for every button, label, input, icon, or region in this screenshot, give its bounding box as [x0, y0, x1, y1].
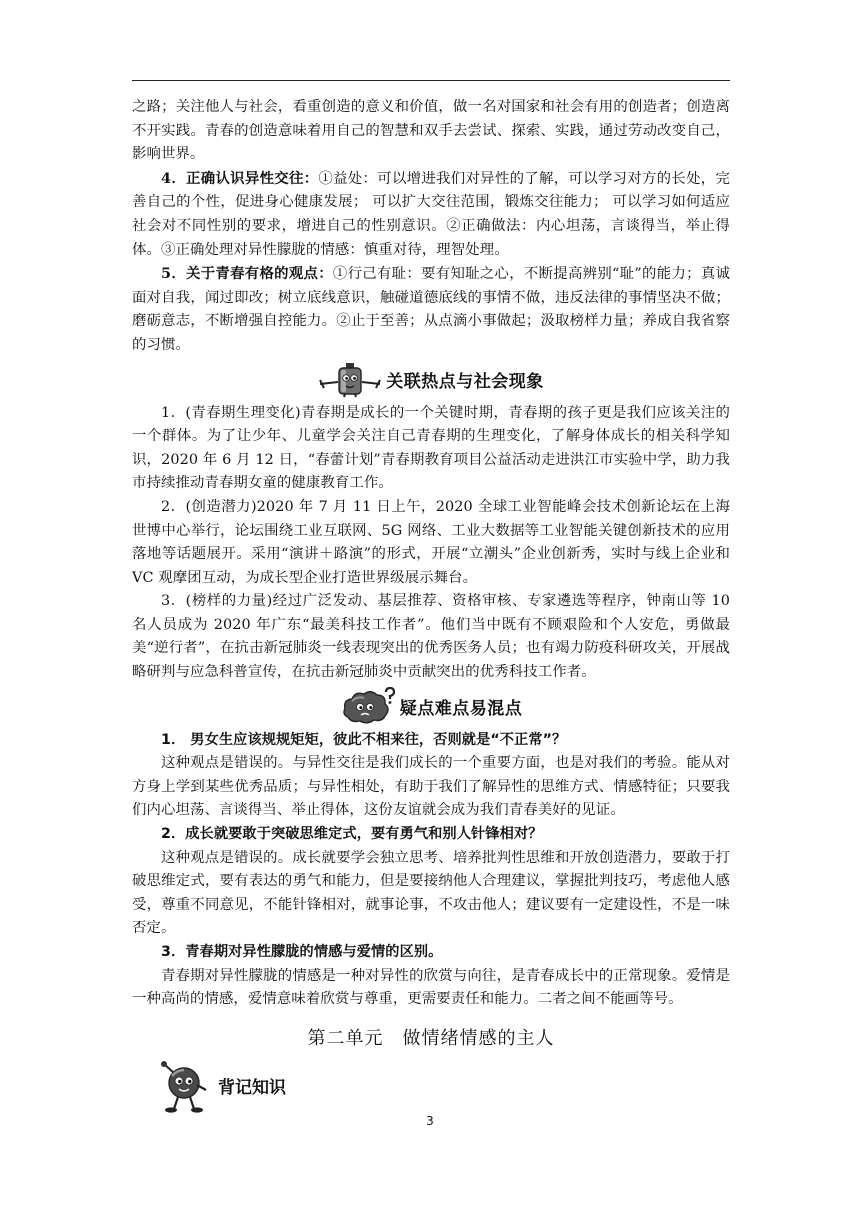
answer-2: 这种观点是错误的。成长就要学会独立思考、培养批判性思维和开放创造潜力，要敢于打破思维定式，要有表达的勇气和能力，但是要接纳他人合理建议，掌握批判技巧，考虑他人感受，尊重不同意见，不能针锋相对，就事论事，不攻击他人；建议要有一定建设性，不是一味否定。: [132, 849, 730, 937]
page-content: [132, 96, 730, 1116]
hot-item-1: 1．(青春期生理变化)青春期是成长的一个关键时期，青春期的孩子更是我们应该关注的一个群体。为了让少年、儿童学会关注自己青春期的生理变化，了解身体成长的相关科学知识，2020 年 6 月 12 日，“春蕾计划”青春期教育项目公益活动走进洪江市实验中学，助力我市持续推动青春期女童的健康教育工作。: [132, 404, 730, 492]
doubt-points-banner: [132, 687, 730, 727]
intro-paragraph: 之路；关注他人与社会，看重创造的意义和价值，做一名对国家和社会有用的创造者；创造离不开实践。青春的创造意味着用自己的智慧和双手去尝试、探索、实践，通过劳动改变自己，影响世界。: [132, 99, 730, 163]
hot-topics-banner: [132, 360, 730, 400]
hot-item-2: 2．(创造潜力)2020 年 7 月 11 日上午，2020 全球工业智能峰会技术创新论坛在上海世博中心举行，论坛围绕工业互联网、5G 网络、工业大数据等工业智能关键创新技术的应用落地等话题展开。采用“演讲＋路演”的形式，开展“立潮头”企业创新秀，实时与线上企业和 VC 观摩团互动，为成长型企业打造世界级展示舞台。: [132, 498, 730, 586]
cloud-question-mascot-icon: [340, 687, 396, 727]
item-4-body: ①益处：可以增进我们对异性的了解，可以学习对方的长处，完善自己的个性，促进身心健康发展； 可以扩大交往范围，锻炼交往能力； 可以学习如何适应社会对不同性别的要求，增进自己的性别意识。②正确做法：内心坦荡，言谈得当，举止得体。③正确处理对异性朦胧的情感：慎重对待，理智处理。: [132, 170, 730, 258]
question-1: 1． 男女生应该规规矩矩，彼此不相来往，否则就是“不正常”？: [161, 731, 567, 748]
battery-mascot-icon: [318, 362, 382, 398]
item-5-paragraph: [132, 262, 730, 357]
unit-title: 第二单元 做情绪情感的主人: [307, 1027, 555, 1049]
hot-topics-title: 关联热点与社会现象: [386, 372, 544, 393]
item-4-lead: 4．正确认识异性交往：: [161, 169, 319, 187]
memory-banner: [158, 1056, 730, 1116]
doubt-points-title: 疑点难点易混点: [399, 699, 523, 720]
item-5-lead: 5．关于青春有格的观点：: [161, 265, 333, 283]
item-5-body: ①行己有耻：要有知耻之心，不断提高辨别“耻”的能力；真诚面对自我，闻过即改；树立底线意识，触碰道德底线的事情不做，违反法律的事情坚决不做；磨砺意志，不断增强自控能力。②止于至善；从点滴小事做起；汲取榜样力量；养成自我省察的习惯。: [132, 266, 731, 353]
item-4-paragraph: [132, 167, 730, 262]
question-2: 2．成长就要敢于突破思维定式，要有勇气和别人针锋相对？: [161, 826, 543, 843]
hot-item-3: 3．(榜样的力量)经过广泛发动、基层推荐、资格审核、专家遴选等程序，钟南山等 10 名人员成为 2020 年广东“最美科技工作者”。他们当中既有不顾艰险和个人安危，勇做最美“逆行者”，在抗击新冠肺炎一线表现突出的优秀医务人员；也有竭力防疫科研攻关，开展战略研判与应急科普宣传，在抗击新冠肺炎中贡献突出的优秀科技工作者。: [132, 593, 730, 681]
answer-1: 这种观点是错误的。与异性交往是我们成长的一个重要方面，也是对我们的考验。能从对方身上学到某些优秀品质；与异性相处，有助于我们了解异性的思维方式、情感特征；只要我们内心坦荡、言谈得当、举止得体，这份友谊就会成为我们青春美好的见证。: [132, 755, 730, 819]
question-3: 3．青春期对异性朦胧的情感与爱情的区别。: [161, 944, 443, 960]
page-number: 3: [426, 1114, 434, 1128]
answer-3: 青春期对异性朦胧的情感是一种对异性的欣赏与向往，是青春成长中的正常现象。爱情是一种高尚的情感，爱情意味着欣赏与尊重，更需要责任和能力。二者之间不能画等号。: [132, 967, 730, 1008]
memory-title: 背记知识: [218, 1078, 286, 1099]
header-rule: [132, 80, 730, 81]
ball-mascot-icon: [158, 1059, 216, 1113]
